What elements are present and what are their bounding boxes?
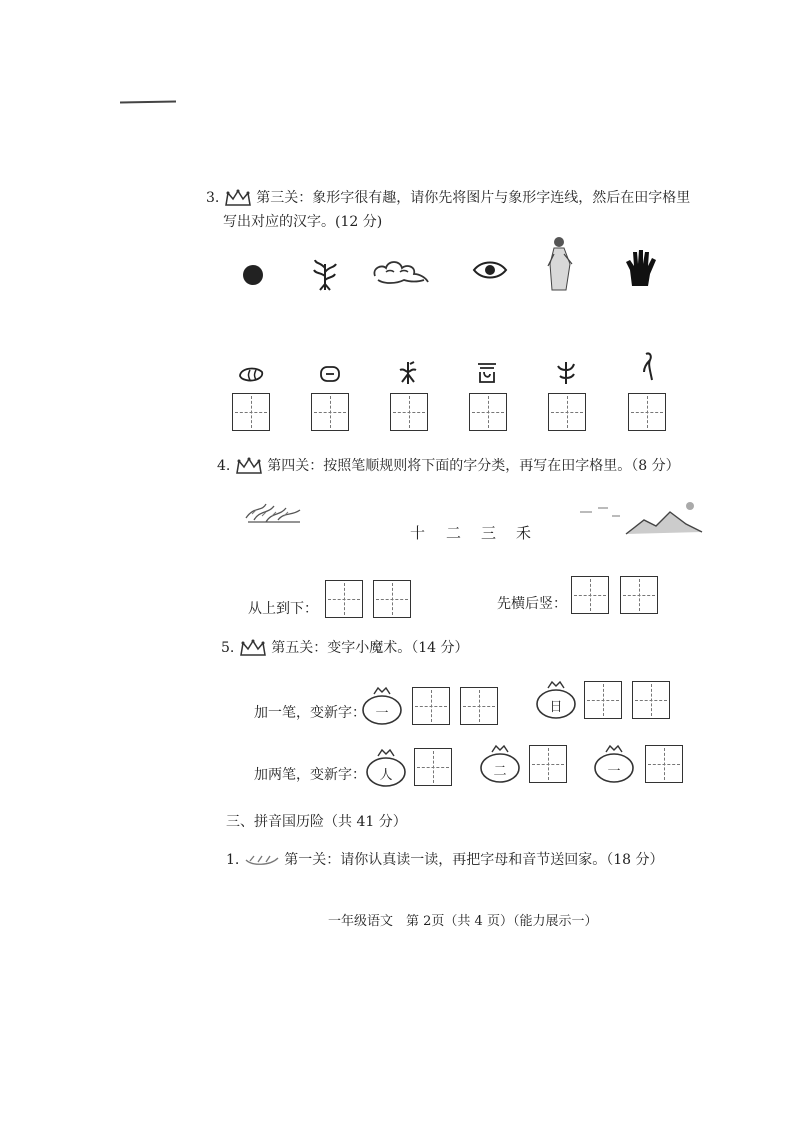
crown-icon xyxy=(239,639,267,657)
tianzi-box[interactable] xyxy=(548,393,586,431)
q5-title: 第五关：变字小魔术。（14 分） xyxy=(271,640,469,656)
hand-picture xyxy=(624,248,660,288)
mountain-decoration xyxy=(578,498,704,538)
scan-mark xyxy=(120,101,176,104)
cloud-picture xyxy=(370,256,430,288)
s3-q1-number: 1. xyxy=(226,852,240,868)
group2-label: 先横后竖： xyxy=(497,596,567,612)
q3-title-line1 xyxy=(206,187,690,209)
tianzi-box[interactable] xyxy=(529,745,567,783)
char-san: 三 xyxy=(481,524,497,542)
tianzi-box[interactable] xyxy=(412,687,450,725)
group1-label: 从上到下： xyxy=(248,601,318,617)
person-picture xyxy=(544,234,578,292)
tianzi-box[interactable] xyxy=(414,748,452,786)
row2-label: 加两笔，变新字： xyxy=(254,767,366,783)
magic-char: 人 xyxy=(379,768,393,783)
magic-char: 二 xyxy=(493,764,507,779)
char-he: 禾 xyxy=(516,524,532,542)
ri-glyph xyxy=(318,364,342,384)
tianzi-box[interactable] xyxy=(645,745,683,783)
tianzi-box[interactable] xyxy=(460,687,498,725)
eye-picture xyxy=(472,260,508,280)
ren-glyph xyxy=(640,350,660,384)
q3-title-line2: 写出对应的汉字。(12 分) xyxy=(223,214,383,230)
tianzi-box[interactable] xyxy=(620,576,658,614)
page-footer: 一年级语文 第 2页（共 4 页）（能力展示一） xyxy=(328,914,598,929)
yun-glyph xyxy=(474,360,500,386)
magic-char: 日 xyxy=(549,700,563,715)
tianzi-box[interactable] xyxy=(390,393,428,431)
crown-icon xyxy=(235,457,263,475)
q4-number: 4. xyxy=(217,458,231,474)
tianzi-box[interactable] xyxy=(628,393,666,431)
tianzi-box[interactable] xyxy=(632,681,670,719)
sun-picture xyxy=(240,262,266,288)
tianzi-box[interactable] xyxy=(325,580,363,618)
magic-char: 一 xyxy=(375,706,389,721)
grain-picture xyxy=(310,256,340,292)
boat-icon xyxy=(244,852,280,868)
he-glyph xyxy=(396,360,420,386)
s3-q1-title: 第一关：请你认真读一读，再把字母和音节送回家。（18 分） xyxy=(284,852,664,868)
tianzi-box[interactable] xyxy=(584,681,622,719)
tianzi-box[interactable] xyxy=(232,393,270,431)
q3-title: 第三关：象形字很有趣，请你先将图片与象形字连线，然后在田字格里 xyxy=(256,190,691,206)
q4-title-line xyxy=(217,455,680,477)
tianzi-box[interactable] xyxy=(311,393,349,431)
grass-decoration xyxy=(244,498,304,526)
tianzi-box[interactable] xyxy=(373,580,411,618)
mu-glyph xyxy=(236,364,266,384)
row1-label: 加一笔，变新字： xyxy=(254,705,366,721)
shou-glyph xyxy=(554,358,578,386)
section3-heading: 三、拼音国历险（共 41 分） xyxy=(226,814,407,830)
magic-char: 一 xyxy=(607,764,621,779)
tianzi-box[interactable] xyxy=(571,576,609,614)
q5-number: 5. xyxy=(221,640,235,656)
crown-icon xyxy=(224,189,252,207)
tianzi-box[interactable] xyxy=(469,393,507,431)
q5-title-line xyxy=(221,637,469,659)
q3-number: 3. xyxy=(206,190,220,206)
char-er: 二 xyxy=(446,524,462,542)
char-shi: 十 xyxy=(410,524,426,542)
s3-q1-line xyxy=(226,849,664,871)
q4-title: 第四关：按照笔顺规则将下面的字分类，再写在田字格里。（8 分） xyxy=(267,458,680,474)
